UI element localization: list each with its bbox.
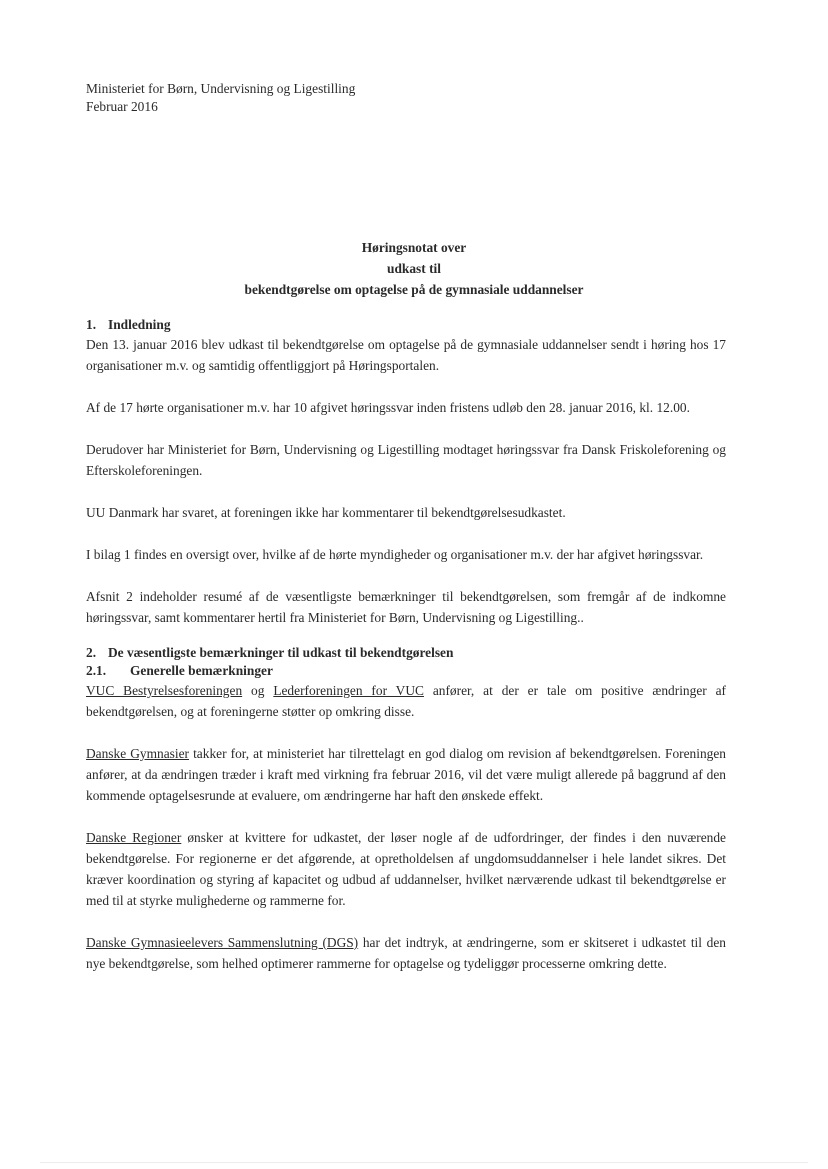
org-vuc-bestyrelsesforeningen: VUC Bestyrelsesforeningen	[86, 683, 243, 698]
paragraph-danske-regioner	[86, 827, 726, 911]
section-2-title: De væsentligste bemærkninger til udkast til bekendtgørelsen	[108, 645, 454, 660]
title-line-3: bekendtgørelse om optagelse på de gymnasiale uddannelser	[244, 282, 584, 297]
paragraph-additional-responses: Derudover har Ministeriet for Børn, Undervisning og Ligestilling modtaget høringssvar fra Dansk Friskoleforening og Efterskoleforeningen.	[86, 442, 726, 478]
title-line-2: udkast til	[387, 261, 441, 276]
paragraph-appendix-1: I bilag 1 findes en oversigt over, hvilke af de hørte myndigheder og organisationer m.v. der har afgivet høringssvar.	[86, 547, 704, 562]
subsection-2-1-heading	[86, 662, 726, 680]
paragraph-uu-danmark: UU Danmark har svaret, at foreningen ikke har kommentarer til bekendtgørelsesudkastet.	[86, 505, 566, 520]
title-line-1: Høringsnotat over	[361, 240, 467, 255]
section-2-number: 2.	[86, 645, 97, 660]
paragraph-dgs	[86, 932, 726, 974]
org-danske-regioner: Danske Regioner	[86, 830, 182, 845]
subsection-2-1-number: 2.1.	[86, 663, 107, 678]
paragraph-responses-count: Af de 17 hørte organisationer m.v. har 10 afgivet høringssvar inden fristens udløb den 28. januar 2016, kl. 12.00.	[86, 400, 690, 415]
ministry-name: Ministeriet for Børn, Undervisning og Ligestilling	[86, 81, 356, 96]
dgs-response-text: har det indtryk, at ændringerne, som er skitseret i udkastet til den nye bekendtgørelse, som helhed optimerer rammerne for optagelse og tydeliggør processerne omkring dette.	[86, 935, 726, 971]
org-danske-gymnasier: Danske Gymnasier	[86, 746, 189, 761]
paragraph-section-2-summary: Afsnit 2 indeholder resumé af de væsentligste bemærkninger til bekendtgørelsen, som fremgår af de indkomne høringssvar, samt kommentarer hertil fra Ministeriet for Børn, Undervisning og Ligestilling..	[86, 589, 726, 625]
section-1-title: Indledning	[108, 317, 171, 332]
section-2-heading	[86, 644, 726, 662]
paragraph-hearing-intro: Den 13. januar 2016 blev udkast til bekendtgørelse om optagelse på de gymnasiale uddannelser sendt i høring hos 17 organisationer m.v. og samtidig offentliggjort på Høringsportalen.	[86, 337, 726, 373]
paragraph-vuc	[86, 680, 726, 722]
document-body	[86, 316, 726, 974]
document-title	[0, 237, 828, 300]
org-lederforeningen-vuc: Lederforeningen for VUC	[273, 683, 424, 698]
paragraph-danske-gymnasier	[86, 743, 726, 806]
danske-gymnasier-response-text: takker for, at ministeriet har tilrettelagt en god dialog om revision af bekendtgørelsen. Foreningen anfører, at da ændringen træder i kraft med virkning fra februar 2016, vil det være muligt allerede på baggrund af den kommende optagelsesrunde at evaluere, om ændringerne har haft den ønskede effekt.	[86, 746, 726, 803]
section-1-heading	[86, 316, 726, 334]
conjunction-text: og	[242, 683, 274, 698]
subsection-2-1-title: Generelle bemærkninger	[130, 663, 273, 678]
section-1-number: 1.	[86, 317, 97, 332]
org-dgs: Danske Gymnasieelevers Sammenslutning (DGS)	[86, 935, 359, 950]
scan-edge-line	[40, 1162, 808, 1163]
danske-regioner-response-text: ønsker at kvittere for udkastet, der løser nogle af de udfordringer, der findes i den nuværende bekendtgørelse. For regionerne er det afgørende, at opretholdelsen af ungdomsuddannelser i hele landet sikres. Det kræver koordination og styring af kapacitet og udbud af uddannelser, hvilket nærværende udkast til bekendtgørelse er med til at styrke mulighederne og rammerne for.	[86, 830, 726, 908]
document-date: Februar 2016	[86, 99, 158, 114]
vuc-response-text: anfører, at der er tale om positive ændringer af bekendtgørelsen, og at foreningerne støtter op omkring disse.	[86, 683, 727, 719]
sender-block	[86, 80, 355, 116]
